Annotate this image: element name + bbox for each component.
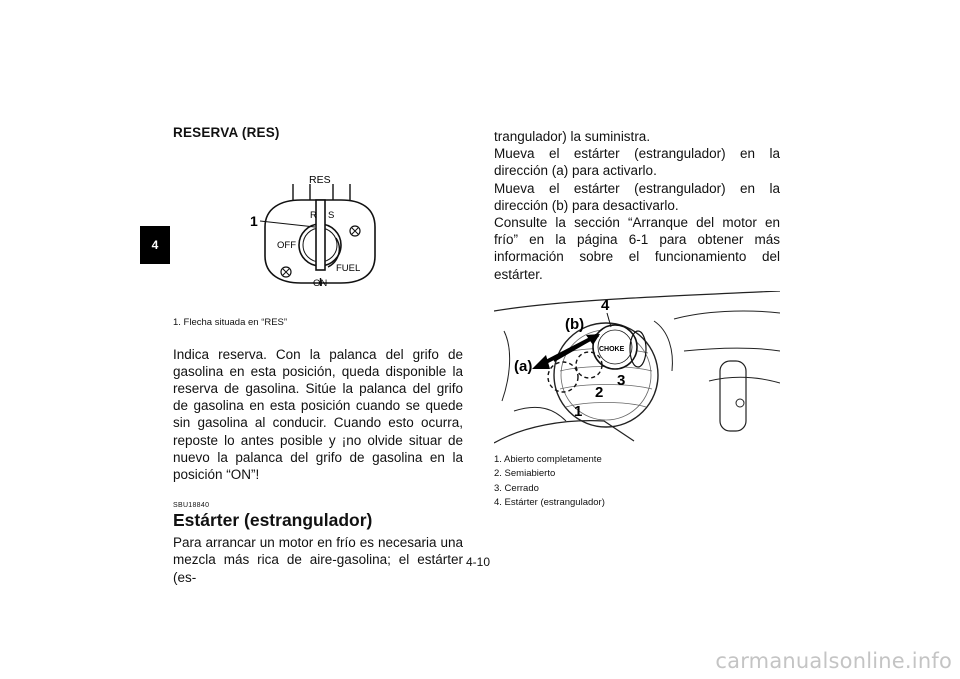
valve-lever	[316, 200, 325, 270]
res-knob-label-r: R	[310, 210, 317, 221]
right-column	[494, 128, 780, 511]
chapter-tab	[140, 226, 170, 264]
choke-knob-text: CHOKE	[599, 345, 625, 353]
res-knob-label-s: S	[328, 210, 335, 221]
choke-paragraph: Para arrancar un motor en frío es necesaria una mezcla más rica de aire-gasolina; el estárter (es-	[173, 535, 463, 585]
figure1-caption: 1. Flecha situada en “RES”	[173, 317, 288, 328]
fuel-valve-figure	[173, 140, 463, 312]
label-4: 4	[601, 296, 610, 314]
chapter-tab-label: 4	[151, 238, 159, 252]
res-heading: RESERVA (RES)	[173, 125, 280, 140]
page-number: 4-10	[466, 555, 491, 569]
figure2-caption-3: 3. Cerrado	[494, 482, 539, 494]
choke-figure	[494, 291, 780, 453]
arrow-a-head	[532, 355, 550, 369]
choke-line-1: trangulador) la suministra.	[494, 129, 651, 144]
choke-line-3: Mueva el estárter (estrangulador) en la dirección (b) para desactivarlo.	[494, 180, 780, 213]
on-label: ON	[313, 278, 328, 289]
position-2-marker	[576, 352, 602, 378]
figure2-caption-2: 2. Semiabierto	[494, 468, 556, 480]
callout-1: 1	[250, 213, 258, 229]
figure2-caption-4: 4. Estárter (estrangulador)	[494, 497, 605, 509]
section-title: Estárter (estrangulador)	[173, 510, 373, 531]
choke-line-4: Consulte la sección “Arranque del motor en frío” en la página 6-1 para obtener más información sobre el funcionamiento del estárter.	[494, 215, 780, 282]
callout-1-leader	[260, 221, 315, 227]
off-label: OFF	[277, 240, 296, 251]
fuel-label: FUEL	[336, 263, 361, 274]
left-column	[173, 125, 463, 586]
watermark: carmanualsonline.info	[715, 649, 952, 673]
section-code: SBU18840	[173, 502, 210, 510]
figure2-caption-1: 1. Abierto completamente	[494, 453, 602, 465]
choke-line-2: Mueva el estárter (estrangulador) en la dirección (a) para activarlo.	[494, 146, 780, 179]
label-1: 1	[574, 402, 583, 420]
res-top-label: RES	[309, 174, 331, 186]
res-paragraph: Indica reserva. Con la palanca del grifo de gasolina en esta posición, queda disponible la reserva de gasolina. Sitúe la palanca del grifo de gasolina en esta posición cuando se quede sin gasolina al conducir. Cuando esto ocurra, reposte lo antes posible y ¡no olvide situar de nuevo la palanca del grifo de gasolina en la posición “ON”!	[173, 346, 463, 482]
label-3: 3	[617, 371, 626, 389]
label-2: 2	[595, 383, 604, 401]
label-b: (b)	[565, 315, 585, 333]
label-a: (a)	[514, 357, 533, 375]
